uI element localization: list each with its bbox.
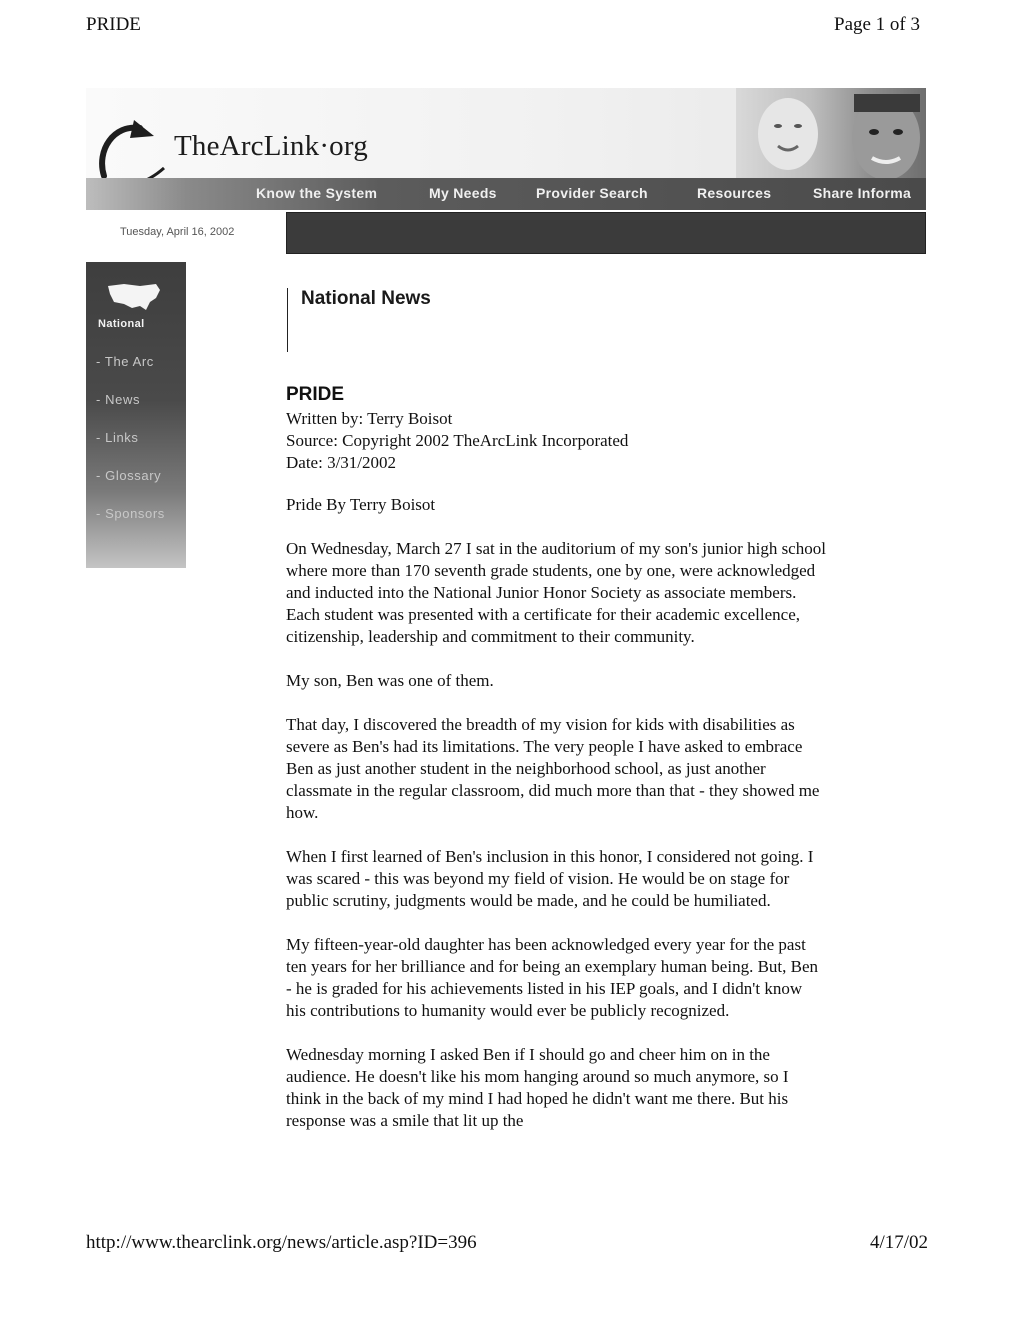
sidebar-item-links[interactable]: - Links [96, 430, 139, 445]
article-meta [286, 408, 628, 474]
site-logo-link[interactable]: TheArcLink·org [174, 130, 368, 162]
section-heading: National News [301, 288, 431, 309]
article-date: Date: 3/31/2002 [286, 453, 397, 472]
nav-resources[interactable]: Resources [697, 185, 772, 201]
article-paragraph: On Wednesday, March 27 I sat in the auditorium of my son's junior high school where more than 170 seventh grade students, one by one, were acknowledged and inducted into the National Junior Honor Society as associate members. Each student was presented with a certificate for their academic excellence, citizenship, leadership and commitment to their community. [286, 539, 826, 646]
main-navigation [86, 178, 926, 210]
article-paragraph: That day, I discovered the breadth of my vision for kids with disabilities as severe as Ben's had its limitations. The very people I have asked to embrace Ben as just another student in the neighborhood school, as just another classmate in the regular classroom, did much more than that - they showed me how. [286, 715, 820, 822]
current-date: Tuesday, April 16, 2002 [120, 226, 235, 238]
sidebar [86, 262, 186, 568]
people-photo-icon [736, 88, 926, 182]
nav-provider-search[interactable]: Provider Search [536, 185, 648, 201]
nav-share-information[interactable]: Share Informa [813, 185, 912, 201]
print-footer-url: http://www.thearclink.org/news/article.asp?ID=396 [86, 1232, 477, 1253]
nav-know-the-system[interactable]: Know the System [256, 185, 378, 201]
sidebar-item-glossary[interactable]: - Glossary [96, 468, 162, 483]
article-paragraph: When I first learned of Ben's inclusion in this honor, I considered not going. I was scared - this was beyond my field of vision. He would be on stage for public scrutiny, judgments would be made, and he could be humiliated. [286, 847, 814, 910]
article-paragraph: My son, Ben was one of them. [286, 671, 494, 690]
article-title: PRIDE [286, 384, 345, 405]
nav-my-needs[interactable]: My Needs [429, 185, 497, 201]
print-header-title: PRIDE [86, 14, 141, 35]
article-paragraph: Pride By Terry Boisot [286, 495, 436, 514]
article-paragraph: My fifteen-year-old daughter has been acknowledged every year for the past ten years for her brilliance and for being an exemplary human being. But, Ben - he is graded for his achievements listed in his IEP goals, and I didn't know his contributions to humanity would ever be publicly recognized. [286, 935, 819, 1020]
article-author: Written by: Terry Boisot [286, 409, 453, 428]
sidebar-item-sponsors[interactable]: - Sponsors [96, 506, 165, 521]
print-footer-date: 4/17/02 [870, 1232, 929, 1253]
banner-photo [736, 88, 926, 182]
us-map-icon [106, 280, 162, 314]
article-body [286, 494, 826, 1154]
section-divider [287, 288, 288, 352]
sidebar-item-the-arc[interactable]: - The Arc [96, 354, 154, 369]
header-bar [286, 212, 926, 254]
sidebar-item-news[interactable]: - News [96, 392, 141, 407]
sidebar-item-national[interactable]: National [98, 318, 145, 330]
article-source: Source: Copyright 2002 TheArcLink Incorporated [286, 431, 629, 450]
print-header-page-number: Page 1 of 3 [834, 14, 921, 35]
article-paragraph: Wednesday morning I asked Ben if I should go and cheer him on in the audience. He doesn't like his mom hanging around so much anymore, so I think in the back of my mind I had hoped he didn't want me there. But his response was a smile that lit up the [286, 1045, 789, 1130]
arc-logo-icon [94, 110, 176, 188]
